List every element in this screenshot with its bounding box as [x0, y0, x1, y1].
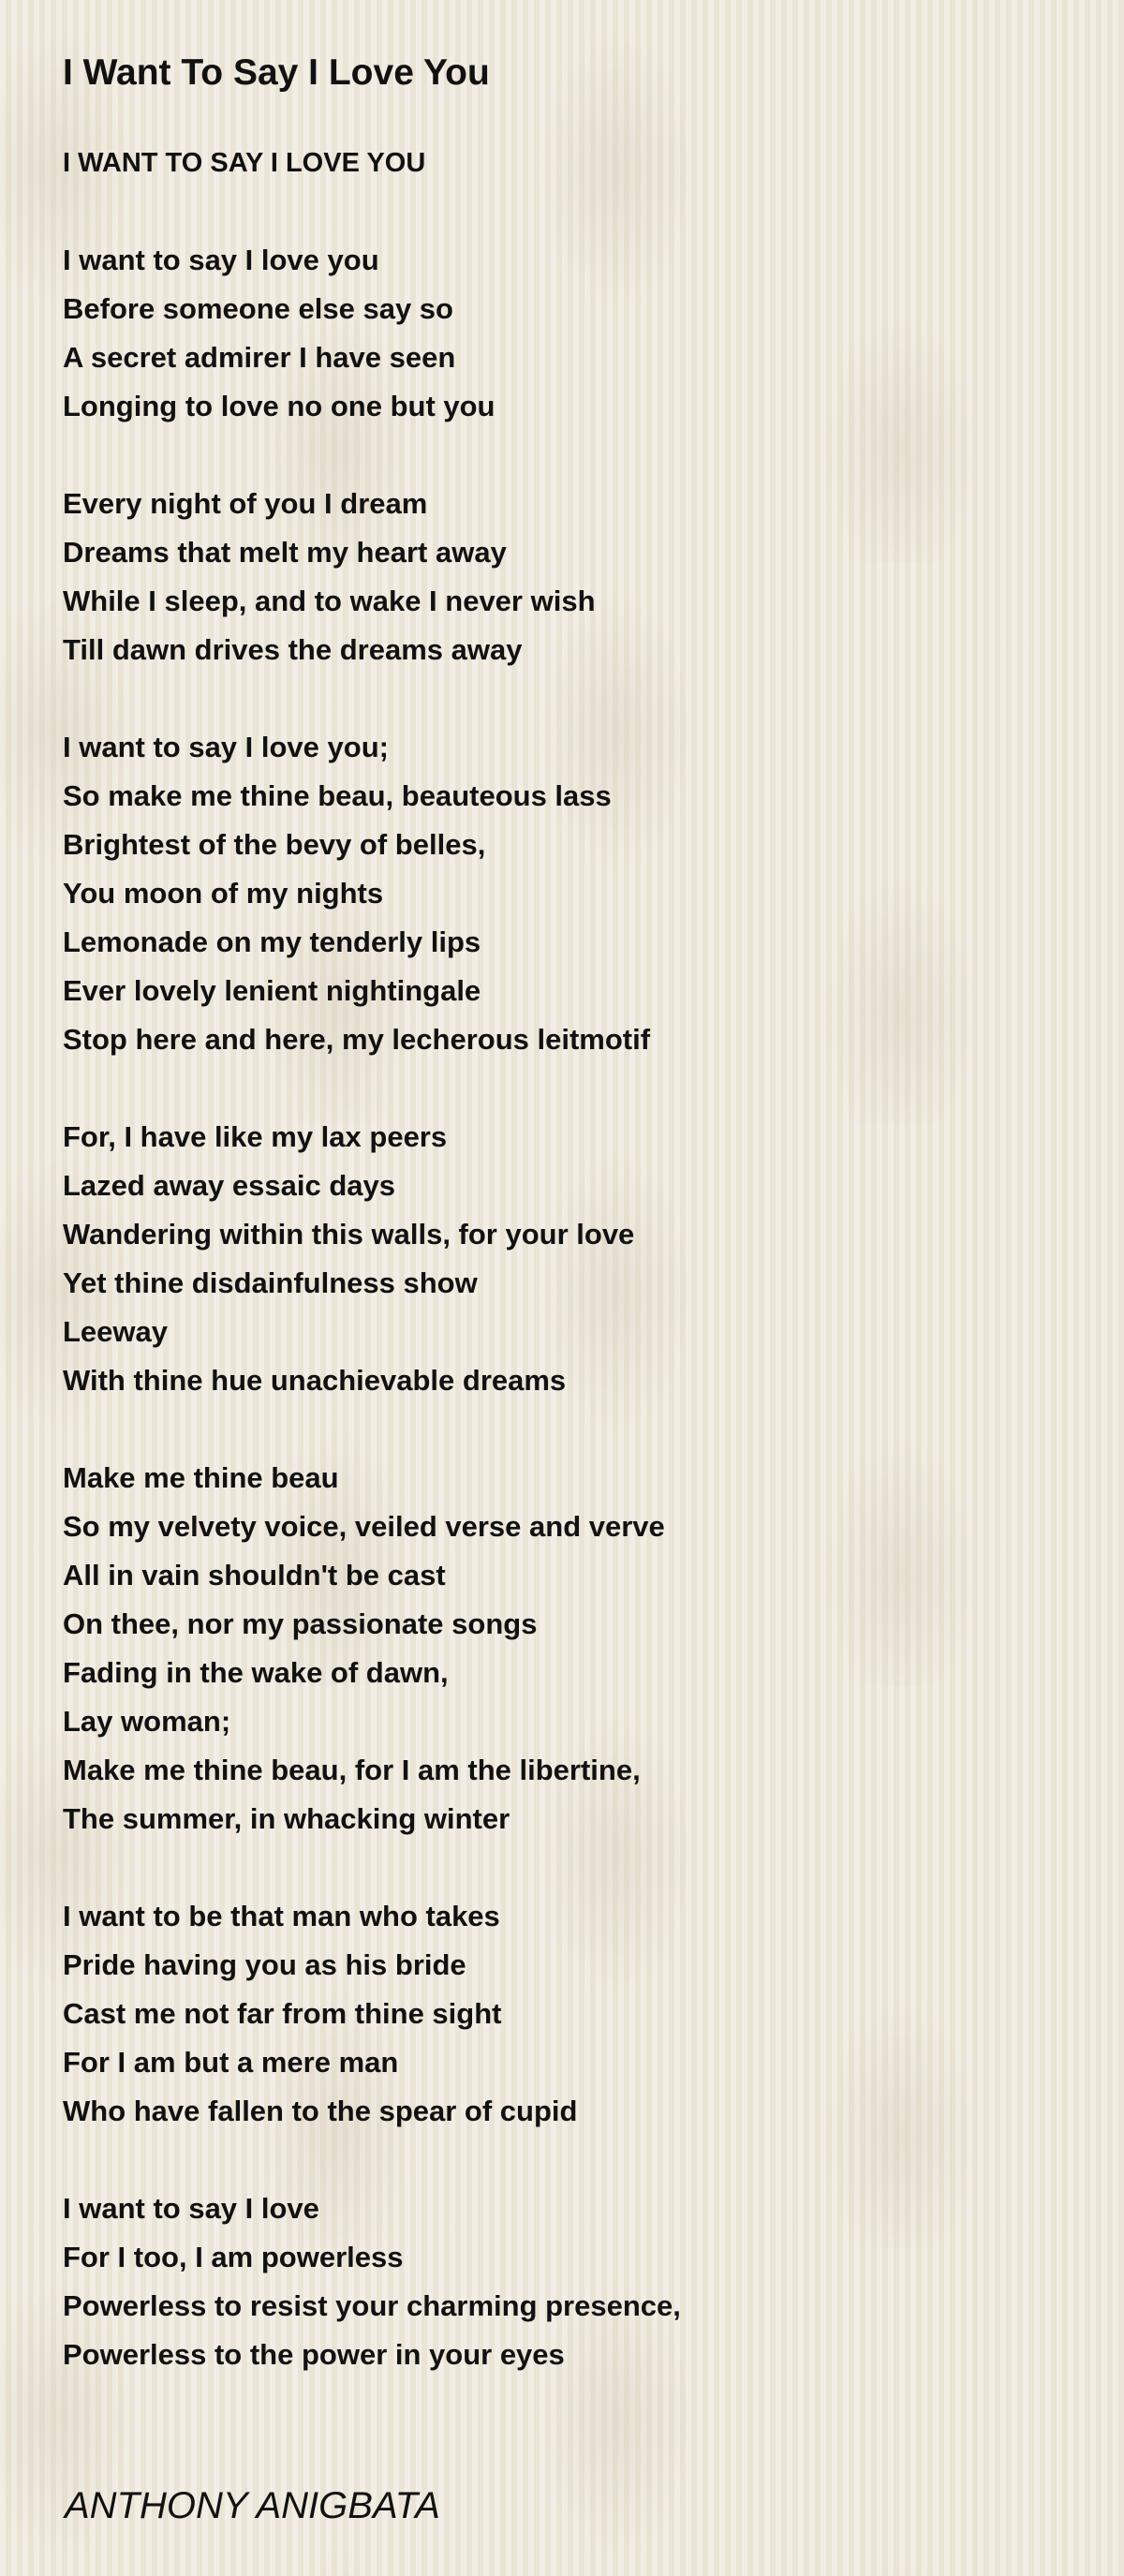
poem-line: I want to say I love you;: [63, 731, 389, 763]
poem-line: Cast me not far from thine sight: [63, 1997, 502, 2030]
poem-line: For I too, I am powerless: [63, 2241, 404, 2273]
poem-stanza: [63, 2184, 1074, 2379]
poem-line: For I am but a mere man: [63, 2046, 399, 2079]
poem-line: Who have fallen to the spear of cupid: [63, 2095, 578, 2127]
poem-line: Till dawn drives the dreams away: [63, 633, 523, 666]
poem-line: Pride having you as his bride: [63, 1948, 466, 1981]
poem-stanzas: [63, 236, 1074, 2379]
poem-line: Brightest of the bevy of belles,: [63, 828, 486, 861]
poem-line: The summer, in whacking winter: [63, 1802, 510, 1835]
poem-stanza: [63, 1892, 1074, 2136]
poem-title: I Want To Say I Love You: [63, 52, 490, 93]
poem-stanza: [63, 236, 1074, 431]
poem-line: A secret admirer I have seen: [63, 341, 456, 374]
poem-line: I want to say I love: [63, 2192, 319, 2225]
poem-line: Longing to love no one but you: [63, 390, 495, 422]
poem-line: On thee, nor my passionate songs: [63, 1607, 538, 1640]
poem-line: While I sleep, and to wake I never wish: [63, 585, 596, 617]
poem-line: For, I have like my lax peers: [63, 1120, 448, 1153]
poem-line: All in vain shouldn't be cast: [63, 1559, 446, 1591]
poem-stanza: [63, 1454, 1074, 1843]
poem-heading: I WANT TO SAY I LOVE YOU: [63, 148, 426, 178]
poem-line: You moon of my nights: [63, 877, 384, 910]
poem-line: I want to say I love you: [63, 244, 379, 276]
poem-line: Lemonade on my tenderly lips: [63, 925, 481, 958]
poem-line: Leeway: [63, 1315, 169, 1348]
poem-line: Make me thine beau: [63, 1461, 339, 1494]
poem-author: ANTHONY ANIGBATA: [65, 2485, 440, 2526]
poem-stanza: [63, 723, 1074, 1064]
poem-line: I want to be that man who takes: [63, 1900, 500, 1932]
poem-line: So make me thine beau, beauteous lass: [63, 779, 612, 812]
poem-line: Yet thine disdainfulness show: [63, 1266, 478, 1299]
poem-line: Before someone else say so: [63, 292, 453, 325]
poem-line: So my velvety voice, veiled verse and verve: [63, 1510, 665, 1543]
poem-line: Every night of you I dream: [63, 487, 428, 520]
poem-line: Make me thine beau, for I am the libertine,: [63, 1754, 641, 1786]
poem-line: Powerless to the power in your eyes: [63, 2338, 565, 2371]
poem-line: Powerless to resist your charming presence,: [63, 2289, 681, 2322]
poem-line: Wandering within this walls, for your love: [63, 1218, 635, 1251]
poem-line: Dreams that melt my heart away: [63, 536, 507, 569]
poem-line: Ever lovely lenient nightingale: [63, 974, 481, 1007]
poem-line: Lay woman;: [63, 1705, 231, 1738]
poem-line: With thine hue unachievable dreams: [63, 1364, 567, 1397]
poem-stanza: [63, 480, 1074, 674]
poem-stanza: [63, 1113, 1074, 1405]
poem-body: [63, 139, 1074, 2379]
poem-line: Lazed away essaic days: [63, 1169, 396, 1202]
poem-line: Fading in the wake of dawn,: [63, 1656, 449, 1689]
poem-line: Stop here and here, my lecherous leitmotif: [63, 1023, 651, 1056]
